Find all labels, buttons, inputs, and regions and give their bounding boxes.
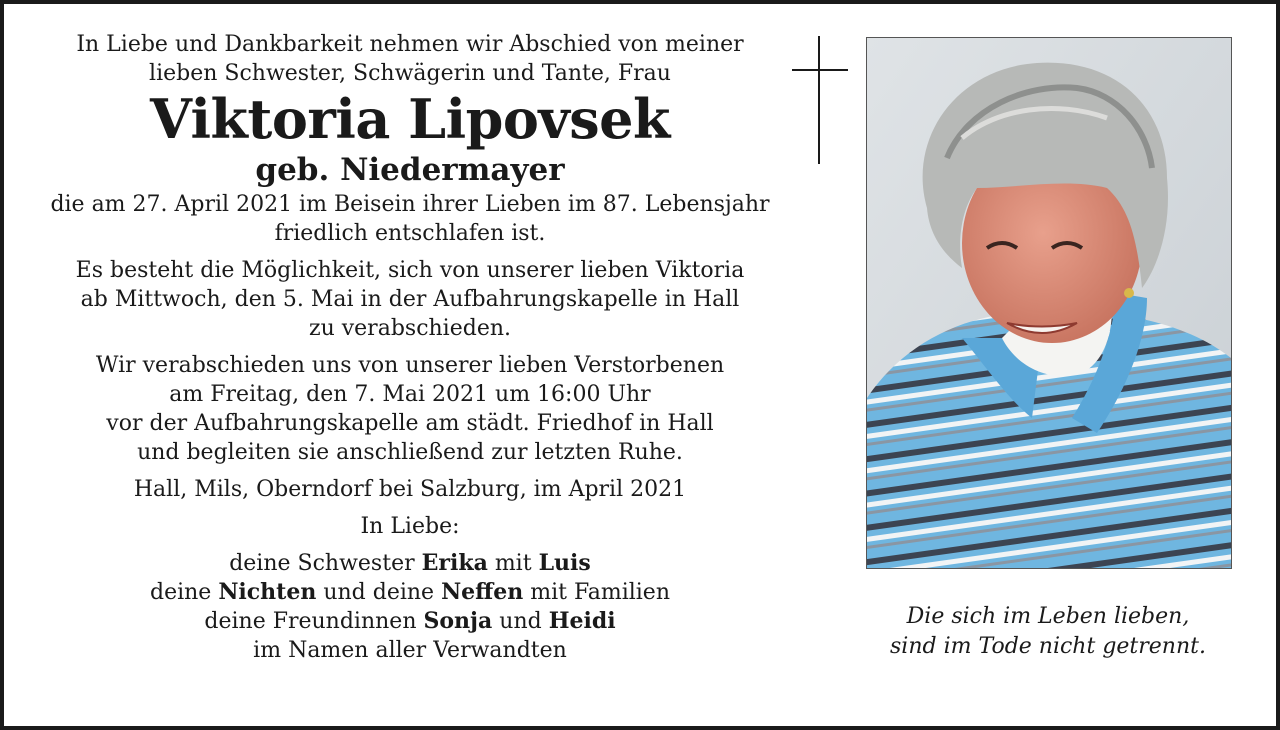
mourner-text: deine Schwester [229, 551, 422, 576]
mourner-name: Nichten [218, 579, 317, 605]
viewing-line: zu verabschieden. [308, 316, 512, 341]
viewing-line: Es besteht die Möglichkeit, sich von unserer lieben Viktoria [75, 258, 745, 283]
mourner-line [30, 549, 790, 578]
farewell-line: vor der Aufbahrungskapelle am städt. Friedhof in Hall [106, 411, 714, 436]
cross-icon [792, 36, 848, 166]
mourner-name: Luis [538, 550, 591, 576]
death-line: die am 27. April 2021 im Beisein ihrer Lieben im 87. Lebensjahr [50, 192, 770, 217]
place-date: Hall, Mils, Oberndorf bei Salzburg, im April 2021 [133, 477, 687, 502]
quote-line: sind im Tode nicht getrennt. [890, 634, 1206, 659]
mourner-name: Erika [421, 550, 488, 576]
obituary-text [30, 30, 790, 665]
mourner-line: im Namen aller Verwandten [253, 638, 567, 663]
mourner-text: mit Familien [523, 580, 670, 605]
farewell-line: und begleiten sie anschließend zur letzten Ruhe. [137, 440, 683, 465]
birth-name: geb. Niedermayer [255, 152, 565, 188]
in-love-label: In Liebe: [360, 514, 460, 539]
memorial-quote [850, 602, 1246, 662]
deceased-name: Viktoria Lipovsek [150, 87, 670, 151]
mourner-text: mit [487, 551, 539, 576]
mourner-text: und [492, 609, 549, 634]
mourner-line [30, 607, 790, 636]
quote-line: Die sich im Leben lieben, [906, 604, 1190, 629]
mourner-name: Heidi [548, 608, 616, 634]
farewell-line: Wir verabschieden uns von unserer lieben Verstorbenen [95, 353, 725, 378]
mourner-name: Neffen [441, 579, 524, 605]
death-line: friedlich entschlafen ist. [274, 221, 546, 246]
mourner-name: Sonja [423, 608, 493, 634]
mourner-line [30, 578, 790, 607]
mourner-text: und deine [316, 580, 442, 605]
portrait-photo [866, 37, 1232, 569]
mourner-text: deine Freundinnen [204, 609, 424, 634]
viewing-line: ab Mittwoch, den 5. Mai in der Aufbahrungskapelle in Hall [80, 287, 740, 312]
intro-line: lieben Schwester, Schwägerin und Tante, Frau [149, 61, 671, 86]
cross-horizontal-bar [792, 69, 848, 71]
mourner-text: deine [149, 580, 219, 605]
farewell-line: am Freitag, den 7. Mai 2021 um 16:00 Uhr [169, 382, 651, 407]
intro-line: In Liebe und Dankbarkeit nehmen wir Abschied von meiner [76, 32, 744, 57]
cross-vertical-bar [818, 36, 820, 164]
